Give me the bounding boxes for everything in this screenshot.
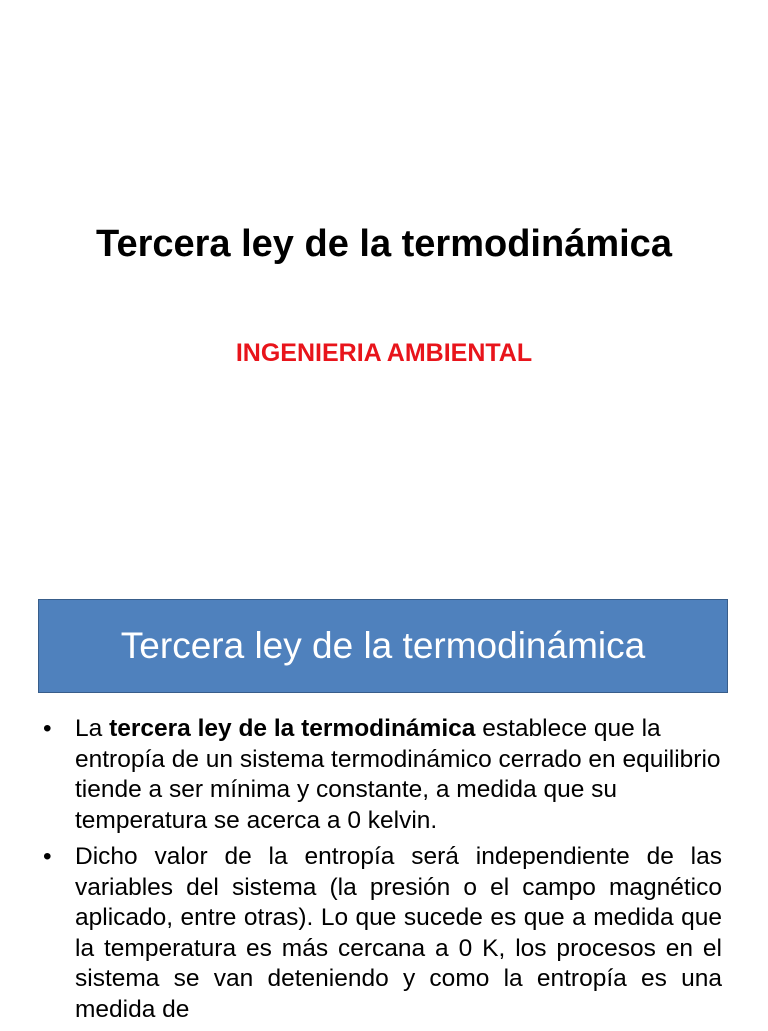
content-slide-header-text: Tercera ley de la termodinámica <box>120 625 646 666</box>
bullet-marker: • <box>43 715 52 742</box>
content-slide-header <box>38 599 728 693</box>
bullet-list <box>40 714 722 1031</box>
bullet-2-text: Dicho valor de la entropía será independiente de las variables del sistema (la presión o el campo magnético aplicado, entre otras). Lo que sucede es que a medida que la temperatura es más cercana a 0 K, los procesos en el sistema se van deteniendo y como la entropía es una medida de <box>75 843 722 1023</box>
bullet-marker: • <box>43 843 52 870</box>
bullet-1-bold-term: tercera ley de la termodinámica <box>109 715 476 742</box>
slide-title: Tercera ley de la termodinámica <box>96 223 672 265</box>
slide-subtitle: INGENIERIA AMBIENTAL <box>235 339 533 367</box>
bullet-item-1 <box>40 714 722 836</box>
bullet-1-prefix: La <box>75 715 110 742</box>
bullet-item-2 <box>40 842 722 1025</box>
bullet-1-suffix: establece que la entropía de un sistema termodinámico cerrado en equilibrio tiende a ser mínima y constante, a medida que su temperatura se acerca a 0 kelvin. <box>75 715 721 834</box>
